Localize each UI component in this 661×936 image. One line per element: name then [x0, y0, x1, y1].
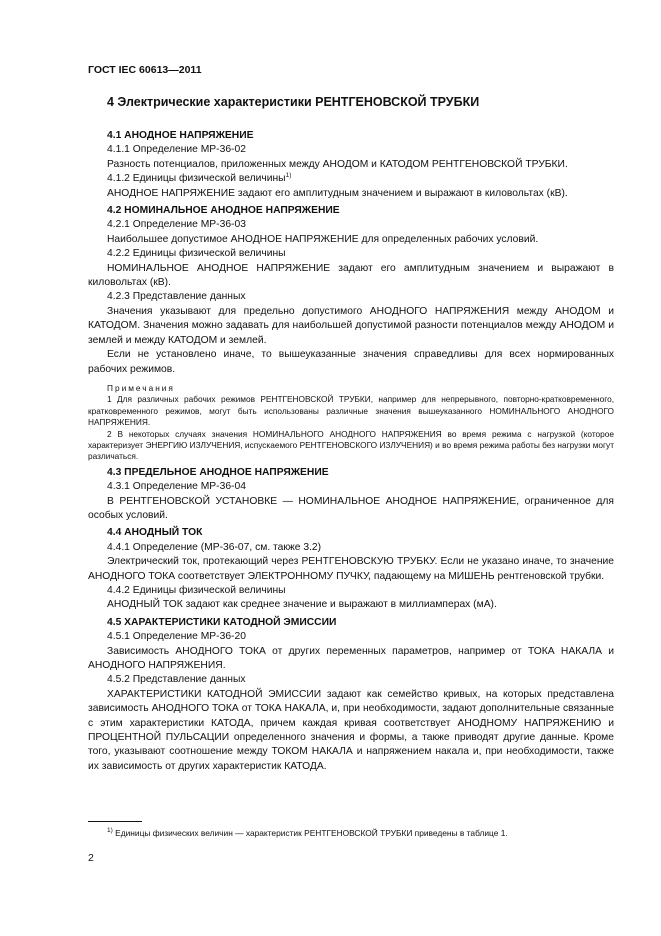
- clause-4-1-2: [88, 172, 614, 186]
- notes-block: [88, 383, 614, 463]
- paragraph: Электрический ток, протекающий через РЕНТГЕНОВСКУЮ ТРУБКУ. Если не указано иначе, то значение АНОДНОГО ТОКА соответствует ЭЛЕКТРОННОМУ ПУЧКУ, падающему на МИШЕНЬ рентгеновской трубки.: [88, 556, 614, 582]
- paragraph: Если не установлено иначе, то вышеуказанные значения справедливы для всех нормированных рабочих режимов.: [88, 349, 614, 375]
- chapter-title: 4 Электрические характеристики РЕНТГЕНОВСКОЙ ТРУБКИ: [107, 95, 480, 109]
- paragraph: АНОДНЫЙ ТОК задают как среднее значение и выражают в миллиамперах (мА).: [107, 599, 497, 611]
- note-2: 2 В некоторых случаях значения НОМИНАЛЬНОГО АНОДНОГО НАПРЯЖЕНИЯ во время режима с нагрузкой (которое характеризует ЭНЕРГИЮ ИЗЛУЧЕНИЯ, испускаемого РЕНТГЕНОВСКОГО ИЗЛУЧЕНИЯ) и во время режима работы без нагрузки могут различаться.: [88, 428, 614, 462]
- footnote: [107, 828, 614, 839]
- clause-4-4-1: 4.4.1 Определение (МР-36-07, см. также 3.2): [107, 541, 322, 553]
- section-4-3-heading: 4.3 ПРЕДЕЛЬНОЕ АНОДНОЕ НАПРЯЖЕНИЕ: [107, 466, 329, 478]
- clause-4-5-2: 4.5.2 Представление данных: [107, 674, 246, 686]
- section-4-2-heading: 4.2 НОМИНАЛЬНОЕ АНОДНОЕ НАПРЯЖЕНИЕ: [107, 205, 340, 217]
- clause-4-3-1: 4.3.1 Определение МР-36-04: [107, 481, 246, 493]
- footnote-text: Единицы физических величин — характеристик РЕНТГЕНОВСКОЙ ТРУБКИ приведены в таблице 1.: [115, 828, 508, 838]
- document-body: [88, 126, 614, 774]
- paragraph: ХАРАКТЕРИСТИКИ КАТОДНОЙ ЭМИССИИ задают как семейство кривых, на которых представлена зависимость АНОДНОГО ТОКА от ТОКА НАКАЛА, и, при необходимости, задают дополнительные связанные с этим характеристики КАТОДА, причем каждая кривая соответствует АНОДНОМУ НАПРЯЖЕНИЮ и ПРОЦЕНТНОЙ ПУЛЬСАЦИИ определенного значения и формы, а также приводят другие данные. Кроме того, указывают соотношение между ТОКОМ НАКАЛА и напряжением накала и, при необходимости, также их зависимость от других характеристик КАТОДА.: [88, 688, 614, 772]
- standard-designation: ГОСТ IEC 60613—2011: [88, 64, 202, 76]
- page-number: 2: [88, 852, 94, 864]
- clause-4-2-1: 4.2.1 Определение МР-36-03: [107, 219, 246, 231]
- clause-4-2-2: 4.2.2 Единицы физической величины: [107, 248, 286, 260]
- footnote-mark: 1): [107, 827, 113, 834]
- paragraph: В РЕНТГЕНОВСКОЙ УСТАНОВКЕ — НОМИНАЛЬНОЕ АНОДНОЕ НАПРЯЖЕНИЕ, ограниченное для особых условий.: [88, 495, 614, 521]
- clause-4-4-2: 4.4.2 Единицы физической величины: [107, 585, 286, 596]
- clause-4-1-1: 4.1.1 Определение МР-36-02: [107, 144, 246, 156]
- paragraph: Значения указывают для предельно допустимого АНОДНОГО НАПРЯЖЕНИЯ между АНОДОМ и КАТОДОМ. Значения можно задавать для наибольшей допустимой разности потенциалов между АНОДОМ и землей и между КАТОДОМ и землей.: [88, 305, 614, 346]
- paragraph: НОМИНАЛЬНОЕ АНОДНОЕ НАПРЯЖЕНИЕ задают его амплитудным значением и выражают в киловольтах (кВ).: [88, 262, 614, 289]
- clause-4-5-1: 4.5.1 Определение МР-36-20: [107, 631, 246, 643]
- notes-title: Примечания: [107, 382, 175, 393]
- footnote-ref: 1): [285, 172, 292, 180]
- clause-4-2-3: 4.2.3 Представление данных: [107, 291, 246, 303]
- clause-text: 4.1.2 Единицы физической величины: [107, 173, 286, 185]
- paragraph: Разность потенциалов, приложенных между АНОДОМ и КАТОДОМ РЕНТГЕНОВСКОЙ ТРУБКИ.: [107, 158, 568, 170]
- note-1: 1 Для различных рабочих режимов РЕНТГЕНОВСКОЙ ТРУБКИ, например для непрерывного, повторно-кратковременного, кратковременного режимов, могут быть использованы различные значения вышеуказанного НОМИНАЛЬНОГО АНОДНОГО НАПРЯЖЕНИЯ.: [88, 394, 614, 428]
- section-4-4-heading: 4.4 АНОДНЫЙ ТОК: [107, 527, 203, 539]
- paragraph: Наибольшее допустимое АНОДНОЕ НАПРЯЖЕНИЕ для определенных рабочих условий.: [107, 233, 539, 245]
- paragraph: АНОДНОЕ НАПРЯЖЕНИЕ задают его амплитудным значением и выражают в киловольтах (кВ).: [107, 187, 568, 199]
- paragraph: Зависимость АНОДНОГО ТОКА от других переменных параметров, например от ТОКА НАКАЛА и АНОДНОГО НАПРЯЖЕНИЯ.: [88, 645, 614, 672]
- footnote-divider: [88, 821, 142, 822]
- section-4-1-heading: 4.1 АНОДНОЕ НАПРЯЖЕНИЕ: [107, 130, 254, 141]
- section-4-5-heading: 4.5 ХАРАКТЕРИСТИКИ КАТОДНОЙ ЭМИССИИ: [107, 616, 337, 628]
